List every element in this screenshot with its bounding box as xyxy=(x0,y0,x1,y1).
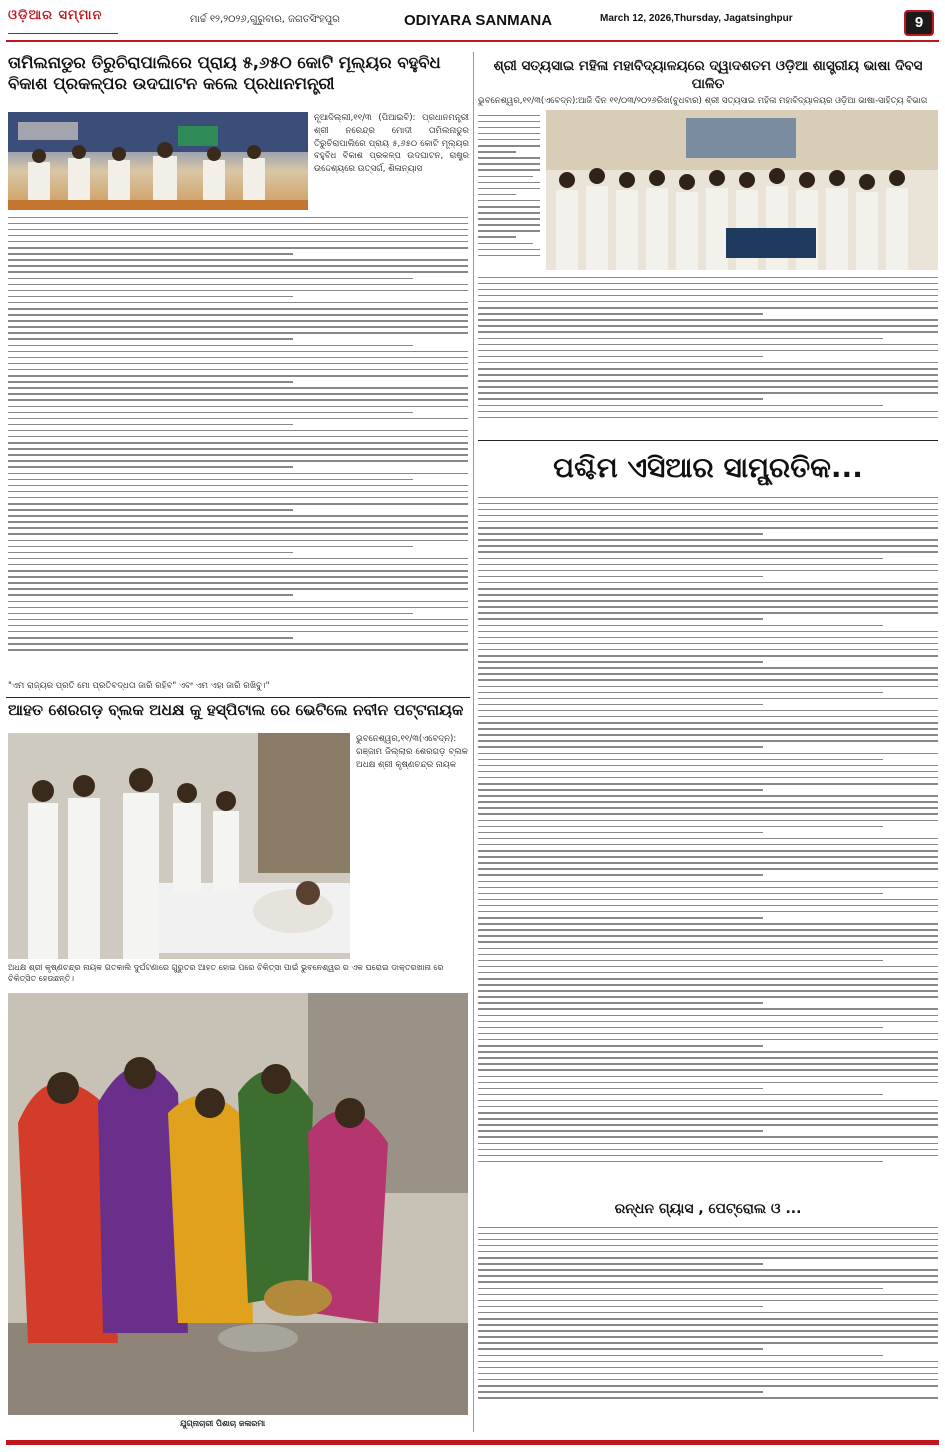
story2-photo-art xyxy=(8,733,350,959)
story4-top-rule xyxy=(478,440,938,441)
story3-body-text xyxy=(478,272,938,432)
page-number-badge: 9 xyxy=(904,10,934,36)
story4-subhead-text xyxy=(478,1222,938,1422)
ritual-photo-caption: ଯୁଗ୍ନାଚାରୀ ପିଶାଚା ଜଳାରମା xyxy=(180,1419,266,1428)
story1-closing-quote: "ଏମ ରାଜ୍ୟର ପ୍ରତି ମୋ ପ୍ରତିବଦ୍ଧତା ଜାରି ରହିବ" ଏବଂ ଏମ ଏହା ଜାରି ରଖିବୁ।" xyxy=(8,681,270,691)
story2-headline: ଆହତ ଶେରଗଡ଼ ବ୍ଲକ ଅଧକ୍ଷ କୁ ହସ୍ପିଟାଲ ରେ ଭେଟିଲେ ନବୀନ ପଟ୍ଟନାୟକ xyxy=(8,701,464,719)
ritual-photo-art xyxy=(8,993,468,1415)
ritual-photo xyxy=(8,993,468,1415)
masthead-logo: ଓଡ଼ିଆର ସମ୍ମାନ xyxy=(8,8,118,34)
story3-group-photo-art xyxy=(546,110,938,270)
story1-body-text xyxy=(8,212,468,674)
footer-band xyxy=(6,1440,939,1445)
story3-side-text xyxy=(478,110,540,270)
story4-subhead: ରନ୍ଧନ ଗ୍ୟାସ , ପେଟ୍ରୋଲ ଓ ... xyxy=(614,1201,802,1217)
story2-dateline: ଭୁବନେଶ୍ୱର,୧୧/୩(ଏବେଦ୍ନ): ଗଞ୍ଜାମ ଜିଲ୍ଲାର ଶେରଗଡ଼ ବ୍ଲକ ଅଧକ୍ଷ ଶ୍ରୀ କୃଷ୍ଣଚନ୍ଦ୍ର ନାୟକ xyxy=(356,734,468,770)
story2-photo xyxy=(8,733,350,959)
header-date-odia: ମାର୍ଚ୍ଚ ୧୨,୨୦୨୬,ଗୁରୁବାର, ଜଗତସିଂହପୁର xyxy=(190,14,340,25)
story3-group-photo xyxy=(546,110,938,270)
header-date-english: March 12, 2026,Thursday, Jagatsinghpur xyxy=(600,13,793,24)
column-divider xyxy=(473,52,474,1432)
header-rule xyxy=(6,40,939,42)
story4-headline: ପଶ୍ଚିମ ଏସିଆର ସାମ୍ପ୍ରତିକ... xyxy=(553,451,863,484)
story1-photo xyxy=(8,112,308,210)
story4-body-text xyxy=(478,492,938,1194)
story1-dateline: ନୂଆଦିଲ୍ଲୀ,୧୧/୩ (ପିଆଇବି): ପ୍ରଧାନମନ୍ତ୍ରୀ ଶ୍ରୀ ନରେନ୍ଦ୍ର ମୋଦୀ ତାମିଲନାଡୁର ତିରୁଚିରାପାଲିରେ ପ୍ରାୟ ୫,୬୫୦ କୋଟି ମୂଲ୍ୟର ବହୁବିଧ ବିକାଶ ପ୍ରକଳ୍ପ ଉଦଘାଟନ, ରାଷ୍ଟ୍ର ଉଦ୍ଦେଶ୍ୟରେ ଉତ୍ସର୍ଗ, ଶିଳାନ୍ୟାସ xyxy=(314,113,469,174)
paper-name: ODIYARA SANMANA xyxy=(404,12,553,29)
story3-headline: ଶ୍ରୀ ସତ୍ୟସାଇ ମହିଳା ମହାବିଦ୍ୟାଳୟରେ ଦ୍ୱାଦଶତମ ଓଡ଼ିଆ ଶାସ୍ତ୍ରୀୟ ଭାଷା ଦିବସ ପାଳିତ xyxy=(493,58,923,92)
story3-dateline: ଭୁବନେଶ୍ୱର,୧୧/୩(ଏବେଦ୍ନ):ଆଜି ଦିନ ୧୧/୦୩/୨୦୨୬ରିଖ(ବୁଧବାର) ଶ୍ରୀ ସତ୍ୟସାଇ ମହିଳା ମହାବିଦ୍ୟାଳୟର ଓଡ଼ିଆ ଭାଷା-ସାହିତ୍ୟ ବିଭାଗ xyxy=(478,96,928,106)
story1-headline: ତାମିଲନାଡୁର ତିରୁଚିରାପାଲିରେ ପ୍ରାୟ ୫,୬୫୦ କୋଟି ମୂଲ୍ୟର ବହୁବିଧ ବିକାଶ ପ୍ରକଳ୍ପର ଉଦଘାଟନ କଲେ ପ୍ରଧାନମନ୍ତ୍ରୀ xyxy=(8,53,441,94)
story1-photo-art xyxy=(8,112,308,210)
story2-photo-caption: ଅଧକ୍ଷ ଶ୍ରୀ କୃଷ୍ଣଚନ୍ଦ୍ର ନାୟକ ଗତକାଲି ଦୁର୍ଘଟଣାରେ ଗୁରୁତର ଆହତ ହୋଇ ପରେ ଚିକିତ୍ସା ପାଇଁ ଭୁବନେଶ୍ୱର ର ଏକ ଘରୋଇ ଡାକ୍ତରଖାନା ରେ ଚିକିତ୍ସିତ ହେଉଛନ୍ତି। xyxy=(8,963,444,984)
story2-top-rule xyxy=(6,697,470,698)
